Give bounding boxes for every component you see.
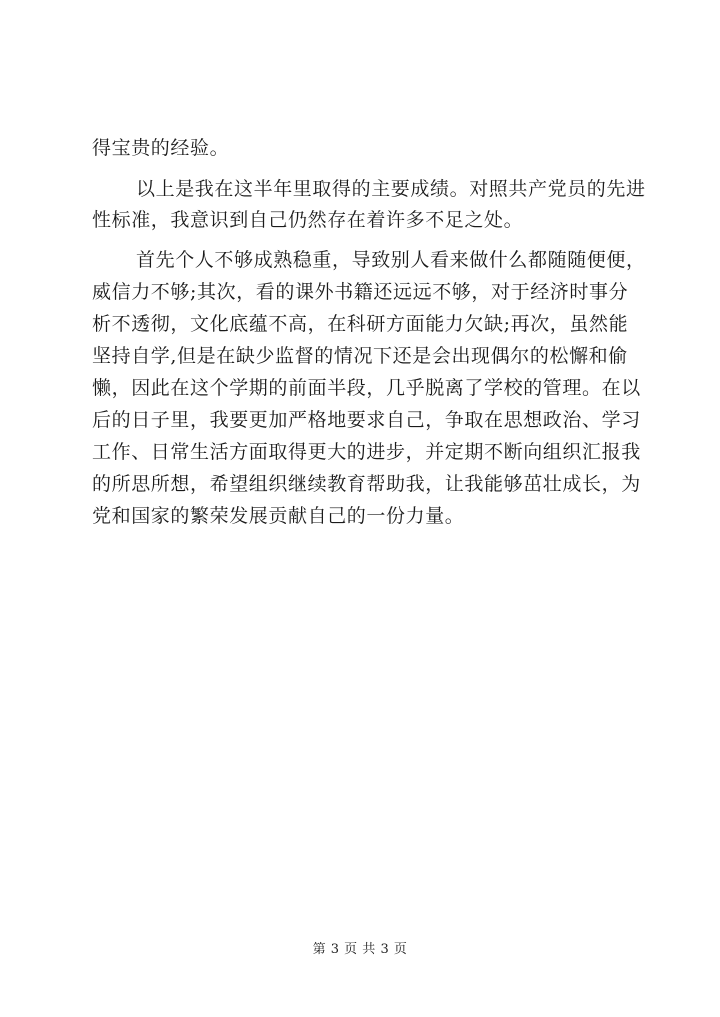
text-line: 后的日子里，我要更加严格地要求自己，争取在思想政治、学习	[92, 409, 641, 431]
text-line: 得宝贵的经验。	[92, 137, 230, 159]
text-line: 坚持自学,但是在缺少监督的情况下还是会出现偶尔的松懈和偷	[92, 345, 628, 367]
text-line: 威信力不够;其次，看的课外书籍还远远不够，对于经济时事分	[92, 281, 629, 303]
paragraph-start-line: 以上是我在这半年里取得的主要成绩。对照共产党员的先进	[136, 178, 646, 200]
text-line: 析不透彻，文化底蕴不高，在科研方面能力欠缺;再次，虽然能	[92, 313, 629, 335]
page-number-footer: 第 3 页 共 3 页	[312, 942, 408, 957]
text-line: 党和国家的繁荣发展贡献自己的一份力量。	[92, 505, 465, 527]
text-line: 的所思所想，希望组织继续教育帮助我，让我能够茁壮成长，为	[92, 473, 641, 495]
text-line: 懒，因此在这个学期的前面半段，几乎脱离了学校的管理。在以	[92, 377, 641, 399]
text-line: 性标准，我意识到自己仍然存在着许多不足之处。	[92, 209, 524, 231]
text-line: 工作、日常生活方面取得更大的进步，并定期不断向组织汇报我	[92, 441, 641, 463]
paragraph-start-line: 首先个人不够成熟稳重，导致别人看来做什么都随随便便，	[136, 249, 646, 271]
